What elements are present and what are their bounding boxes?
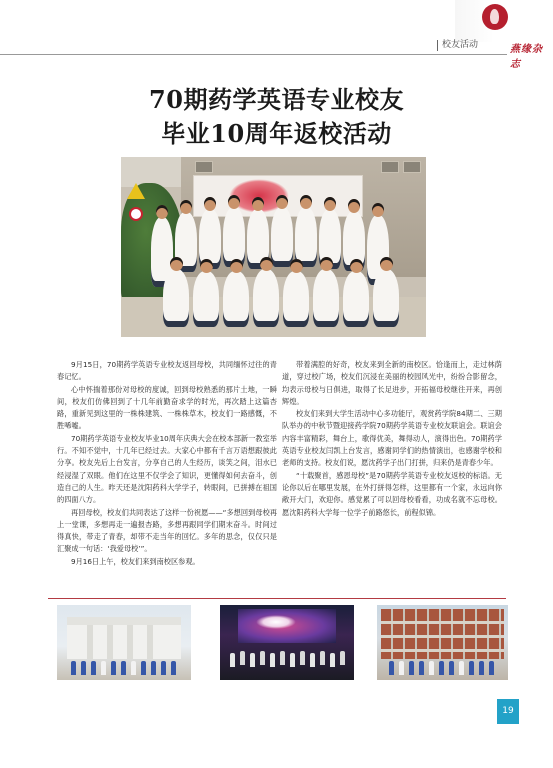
person-figure [343, 271, 369, 327]
mini-person [141, 661, 146, 675]
person-head [230, 259, 243, 273]
photo-window [195, 161, 213, 173]
person-figure [193, 271, 219, 327]
person-head [228, 195, 240, 209]
stage-screen-title [256, 615, 296, 629]
warning-sign-icon [127, 183, 145, 199]
photo-window [403, 161, 421, 173]
building-floor-band [381, 635, 504, 638]
building-column [87, 625, 93, 659]
mini-person [489, 661, 494, 675]
person-figure [313, 269, 339, 327]
magazine-logo-text: 燕缘杂志 [510, 44, 543, 70]
page-number: 19 [497, 699, 519, 724]
building-column [107, 625, 113, 659]
mini-person [270, 653, 275, 667]
person-figure [271, 207, 293, 267]
building-floor-band [381, 649, 504, 652]
photo-window [381, 161, 399, 173]
mini-person [151, 661, 156, 675]
article-title-line-2: 毕业10周年返校活动 [161, 119, 392, 148]
paragraph: 心中怀揣着那份对母校的度诚，回到母校熟悉的那片土地，一瞬间，校友们仿佛回到了十几年前勤奋求学的时光，再次踏上这篇杏路，重新见到这里的一株株建筑、一株株草木，校友们一路感慨，不胜唏嘘。 [57, 384, 277, 431]
article-title-line-1: 70期药学英语专业校友 [149, 85, 404, 114]
mini-person [240, 651, 245, 665]
mini-person [91, 661, 96, 675]
paragraph: 校友们来到大学生活动中心多功能厅，观赏药学院84期二、三期队举办的中秋节暨迎接药学院70期药学英语专业校友联谊会。联谊会内容丰富精彩，舞台上，歌得优美，舞得动人，演得出色。70期药学英语专业校友闫凯上台发言，感谢同学们的热情演出，也感谢学校和老师的支持。校友们说，愿沈药学子出门打拼，归来仍是青春少年。 [282, 409, 502, 468]
mini-person [260, 651, 265, 665]
paragraph: 9月16日上午，校友们来到南校区参观。 [71, 556, 200, 566]
person-head [200, 259, 213, 273]
person-head [180, 200, 192, 214]
mini-person [419, 661, 424, 675]
mini-person [409, 661, 414, 675]
person-head [204, 197, 216, 211]
mini-person [230, 653, 235, 667]
person-head [170, 257, 183, 271]
mini-person [121, 661, 126, 675]
mini-person [290, 653, 295, 667]
mini-person [171, 661, 176, 675]
gallery-photo-campus-building [57, 605, 191, 680]
person-head [380, 257, 393, 271]
mini-person [300, 651, 305, 665]
mini-person [101, 661, 106, 675]
person-figure [373, 269, 399, 327]
mini-person [131, 661, 136, 675]
mini-person [449, 661, 454, 675]
article-right-column [282, 359, 502, 519]
gallery-divider [48, 598, 506, 599]
mini-person [250, 653, 255, 667]
mini-person [389, 661, 394, 675]
person-figure [283, 271, 309, 327]
person-head [290, 259, 303, 273]
mini-person [399, 661, 404, 675]
person-figure [223, 271, 249, 327]
paragraph: 9月15日，70期药学英语专业校友返回母校，共同缅怀过往的青春记忆。 [57, 360, 277, 382]
person-figure [223, 207, 245, 267]
no-entry-sign-icon [129, 207, 143, 221]
person-figure [163, 269, 189, 327]
person-head [276, 195, 288, 209]
mini-person [479, 661, 484, 675]
paragraph: 再回母校，校友们共同表达了这样一份祝愿——“多想回到母校再上一堂课，多想再走一遍报杏路，多想再跟同学们期末奋斗。时间过得真快，带走了青春，却带不走当年的回忆。多年的思念，仅仅只是汇聚成一句话：‘我爱母校’”。 [57, 507, 277, 554]
ink-portrait-logo-icon [482, 4, 508, 30]
mini-person [81, 661, 86, 675]
person-head [324, 197, 336, 211]
person-head [260, 257, 273, 271]
person-figure [253, 269, 279, 327]
gallery-photo-stage-event [220, 605, 354, 680]
person-head [320, 257, 333, 271]
person-head [300, 195, 312, 209]
mini-person [459, 661, 464, 675]
mini-person [161, 661, 166, 675]
mini-person [469, 661, 474, 675]
mini-person [71, 661, 76, 675]
gallery-photo-red-building [377, 605, 508, 680]
person-head [348, 199, 360, 213]
mini-person [429, 661, 434, 675]
person-head [350, 259, 363, 273]
article-left-column [57, 359, 277, 568]
paragraph: 70期药学英语专业校友毕业10周年庆典大会在校本部新一教室举行。不知不觉中，十几年已经过去。大家心中都有千言万语想跟彼此分享。校友先后上台发言，分享自己的人生经历，谈笑之间，泪水已经浸湿了双眼。他们在这里不仅学会了知识，更懂得如何去奋斗，创造自己的人生。昨天还是沈阳药科大学学子，转眼间，已拼搏在祖国的四面八方。 [57, 433, 277, 505]
person-head [252, 197, 264, 211]
person-head [156, 205, 168, 219]
paragraph: “十载聚首，感恩母校”是70期药学英语专业校友返校的标语。无论你以后在哪里发展，在外打拼得怎样，这里都有一个家，永远向你敞开大门，欢迎你。感觉累了可以回母校看看，功成名就不忘母校。愿沈阳药科大学每一位学子前路悠长，前程似锦。 [282, 470, 502, 517]
section-tag: 校友活动 [437, 40, 478, 51]
person-figure [295, 207, 317, 267]
mini-person [330, 653, 335, 667]
building-column [147, 625, 153, 659]
main-group-photo [121, 157, 426, 337]
mini-person [280, 651, 285, 665]
building-floor-band [381, 621, 504, 624]
building-column [127, 625, 133, 659]
campus-building [67, 617, 181, 659]
mini-person [439, 661, 444, 675]
mini-person [111, 661, 116, 675]
mini-person [340, 651, 345, 665]
mini-person [320, 651, 325, 665]
paragraph: 带着满腔的好奇，校友来到全新的南校区。恰逢而上，走过林荫道，穿过校广场，校友们沉浸在美丽的校园风光中，纷纷合影留念，均表示母校与日俱进，取得了长足进步，开拓福母校继往开来，再创辉煌。 [282, 360, 502, 406]
mini-person [310, 653, 315, 667]
header-rule [0, 54, 507, 55]
person-head [372, 203, 384, 217]
